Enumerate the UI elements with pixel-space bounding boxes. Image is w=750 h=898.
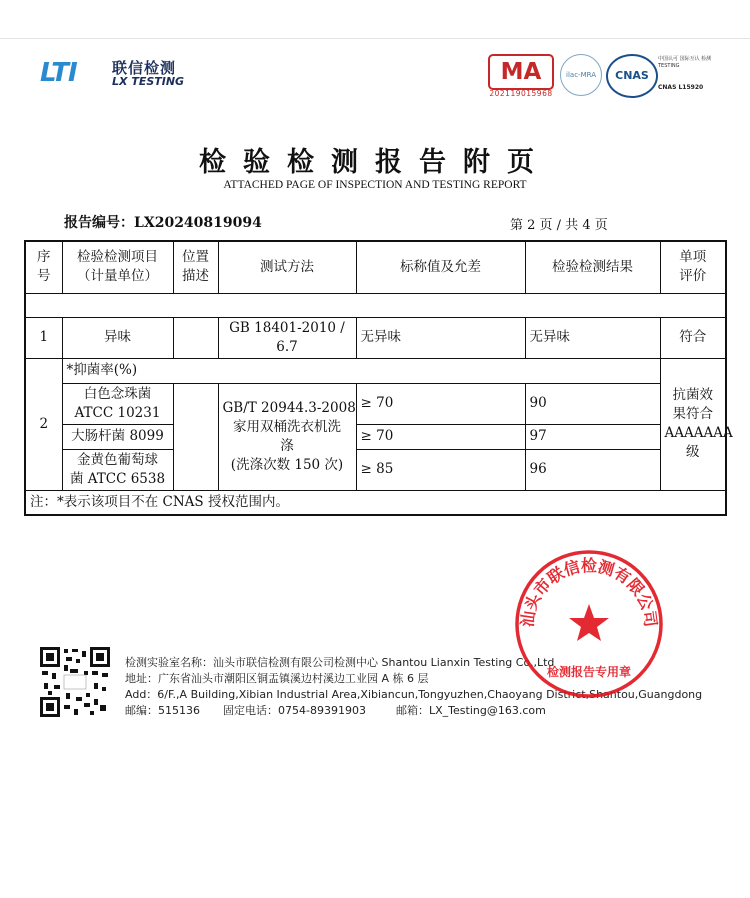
row2-result-1: 90 <box>525 383 660 424</box>
row2-method: GB/T 20944.3-2008 家用双桶洗衣机洗 涤 (洗涤次数 150 次) <box>218 383 356 490</box>
footer-postcode: 邮编：515136 <box>125 704 200 717</box>
results-table <box>24 240 733 516</box>
header-evaluation: 单项 评价 <box>660 241 726 293</box>
row2-item-2: 大肠杆菌 8099 <box>62 424 173 449</box>
table-row <box>25 317 726 358</box>
row2-item-3: 金黄色葡萄球 菌 ATCC 6538 <box>62 449 173 490</box>
logo-mark: LTI <box>40 58 77 88</box>
cnas-code: CNAS L15920 <box>658 84 704 91</box>
table-note-row <box>25 490 726 515</box>
footer-phone: 固定电话：0754-89391903 <box>223 704 366 717</box>
table-note: 注：*表示该项目不在 CNAS 授权范围内。 <box>25 490 726 515</box>
cma-mark: MA <box>488 54 554 90</box>
row2-result-3: 96 <box>525 449 660 490</box>
company-logo <box>40 56 200 92</box>
ilac-mra-mark: ilac-MRA <box>560 54 602 96</box>
table-spacer-row <box>25 293 726 317</box>
table-row <box>25 383 726 424</box>
footer-lab-name: 检测实验室名称：汕头市联信检测有限公司检测中心 Shantou Lianxin Testing Co.,Ltd <box>125 656 555 669</box>
table-header-row <box>25 241 726 293</box>
row1-nominal: 无异味 <box>356 317 525 358</box>
table-row <box>25 424 726 449</box>
row1-result: 无异味 <box>525 317 660 358</box>
row2-group-label: *抑菌率(%) <box>62 358 660 383</box>
row1-item: 异味 <box>62 317 173 358</box>
table-row <box>25 449 726 490</box>
top-divider <box>0 38 750 39</box>
logo-chinese-name: 联信检测 <box>112 59 177 77</box>
row1-method: GB 18401-2010 / 6.7 <box>218 317 356 358</box>
row1-position <box>173 317 218 358</box>
spacer-cell <box>25 293 726 317</box>
cnas-mark: CNAS <box>606 54 658 98</box>
row2-seq: 2 <box>25 358 62 490</box>
header-nominal: 标称值及允差 <box>356 241 525 293</box>
footer-email: 邮箱：LX_Testing@163.com <box>396 704 546 717</box>
row2-nominal-3: ≥ 85 <box>356 449 525 490</box>
header-seq: 序 号 <box>25 241 62 293</box>
row2-position <box>173 383 218 490</box>
report-number: 报告编号：LX20240819094 <box>64 215 262 231</box>
cnas-mark-text: 中国认可 国际互认 检测 TESTING <box>658 56 712 69</box>
footer-address-cn: 地址：广东省汕头市潮阳区铜盂镇溪边村溪边工业园 A 栋 6 层 <box>125 672 429 685</box>
header-item: 检验检测项目 （计量单位） <box>62 241 173 293</box>
logo-english-name: LX TESTING <box>112 75 185 88</box>
stamp-bottom-text: 检测报告专用章 <box>546 665 632 679</box>
header-position: 位置 描述 <box>173 241 218 293</box>
cma-number: 202119015968 <box>489 89 553 98</box>
qr-code <box>40 647 110 717</box>
page-title: 检验检测报告附页 <box>199 147 551 178</box>
row1-seq: 1 <box>25 317 62 358</box>
row2-item-1: 白色念珠菌 ATCC 10231 <box>62 383 173 424</box>
row2-evaluation: 抗菌效 果符合 AAAAAAA 级 <box>660 358 726 490</box>
header-method: 测试方法 <box>218 241 356 293</box>
row2-nominal-2: ≥ 70 <box>356 424 525 449</box>
official-stamp <box>513 548 665 700</box>
page-info: 第 2 页 / 共 4 页 <box>510 218 608 233</box>
stamp-text: 汕头市联信检测有限公司 <box>517 556 661 629</box>
header-result: 检验检测结果 <box>525 241 660 293</box>
table-row <box>25 358 726 383</box>
row1-evaluation: 符合 <box>660 317 726 358</box>
row2-nominal-1: ≥ 70 <box>356 383 525 424</box>
page-subtitle: ATTACHED PAGE OF INSPECTION AND TESTING REPORT <box>223 179 527 191</box>
row2-result-2: 97 <box>525 424 660 449</box>
footer-address-en: Add：6/F.,A Building,Xibian Industrial Area,Xibiancun,Tongyuzhen,Chaoyang District,Shantou,Guangdong <box>125 688 703 701</box>
